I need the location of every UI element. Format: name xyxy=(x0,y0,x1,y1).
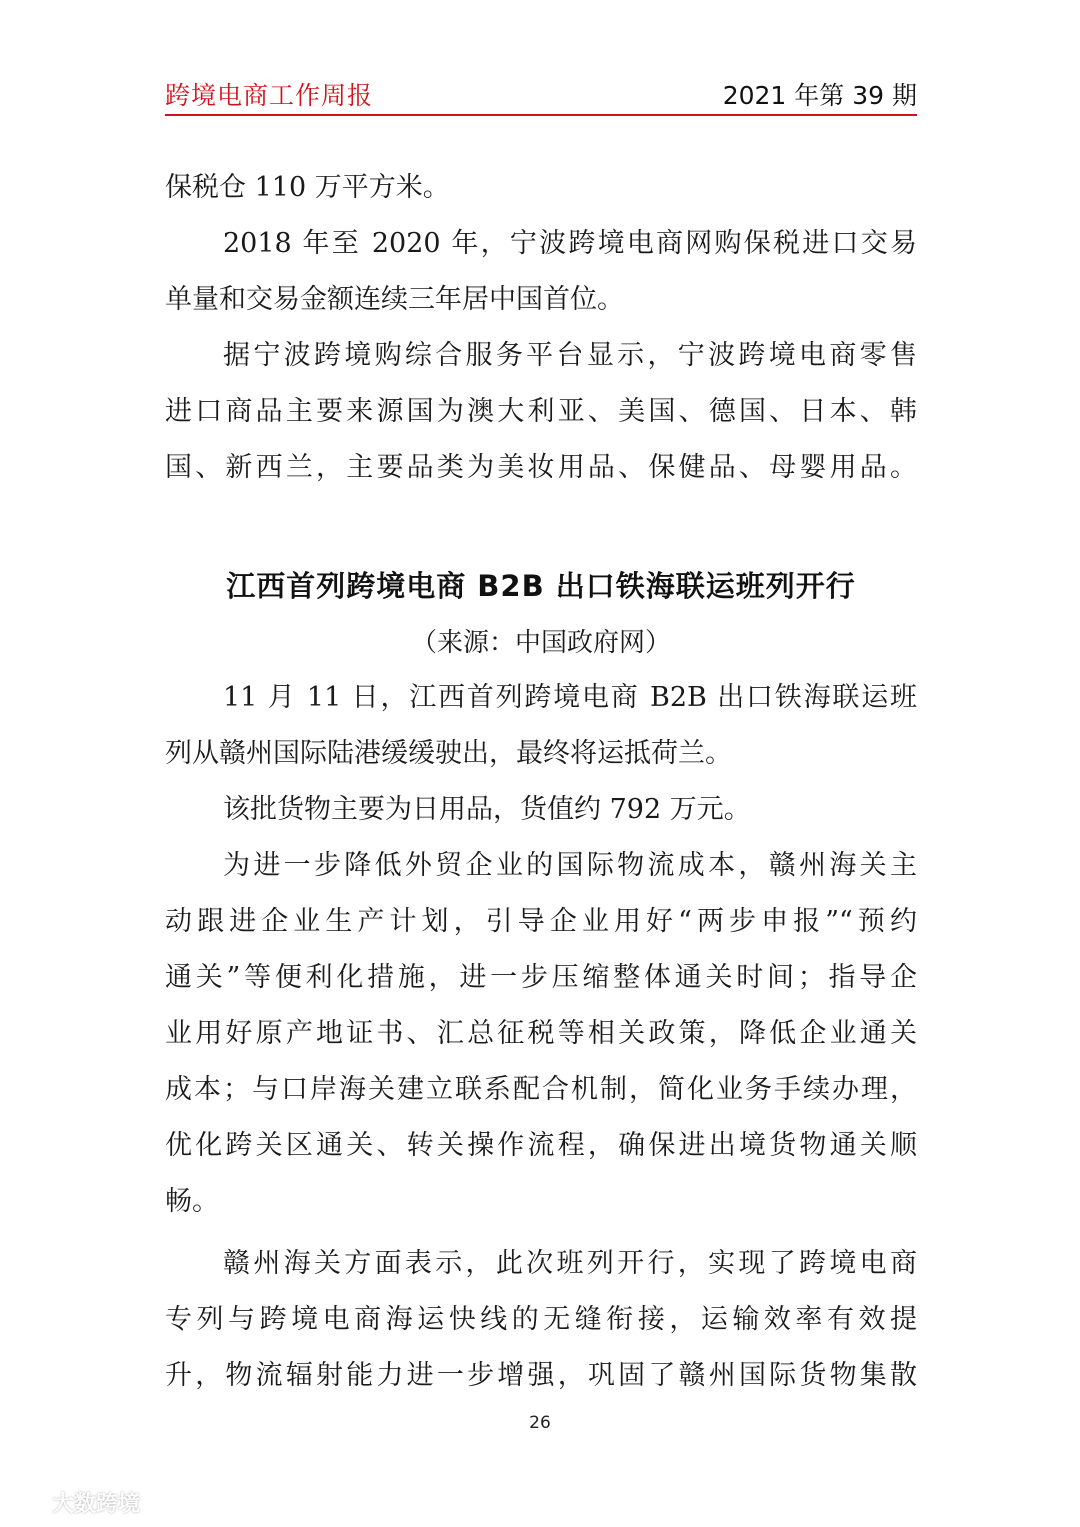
publication-title: 跨境电商工作周报 xyxy=(165,81,374,110)
paragraph xyxy=(165,670,917,782)
text-line: 11 月 11 日，江西首列跨境电商 B2B 出口铁海联运班 xyxy=(223,682,917,713)
weibo-logo-icon xyxy=(8,1487,46,1517)
paragraph xyxy=(165,216,917,328)
text-line: 列从赣州国际陆港缓缓驶出，最终将运抵荷兰。 xyxy=(165,738,732,769)
text-line: 赣州海关方面表示，此次班列开行，实现了跨境电商 xyxy=(223,1248,917,1279)
paragraph xyxy=(165,160,917,216)
paragraph xyxy=(165,1236,917,1404)
text-line: 国、新西兰，主要品类为美妆用品、保健品、母婴用品。 xyxy=(165,452,917,483)
text-line: 2018 年至 2020 年，宁波跨境电商网购保税进口交易 xyxy=(223,228,917,259)
article-title: 江西首列跨境电商 B2B 出口铁海联运班列开行 xyxy=(226,569,856,603)
text-line: 专列与跨境电商海运快线的无缝衔接，运输效率有效提 xyxy=(165,1304,917,1335)
text-line: 据宁波跨境购综合服务平台显示，宁波跨境电商零售 xyxy=(223,340,917,371)
text-line: 业用好原产地证书、汇总征税等相关政策，降低企业通关 xyxy=(165,1018,917,1049)
text-line: 为进一步降低外贸企业的国际物流成本，赣州海关主 xyxy=(223,850,917,881)
text-line: 保税仓 110 万平方米。 xyxy=(165,172,450,203)
text-line: 该批货物主要为日用品，货值约 792 万元。 xyxy=(223,794,751,825)
header-divider xyxy=(165,114,917,116)
text-line: 优化跨关区通关、转关操作流程，确保进出境货物通关顺 xyxy=(165,1130,917,1161)
issue-number: 2021 年第 39 期 xyxy=(722,81,917,110)
paragraph xyxy=(165,838,917,1230)
text-line: 成本；与口岸海关建立联系配合机制，简化业务手续办理， xyxy=(165,1074,917,1105)
text-line: 升，物流辐射能力进一步增强，巩固了赣州国际货物集散 xyxy=(165,1360,917,1391)
text-line: 进口商品主要来源国为澳大利亚、美国、德国、日本、韩 xyxy=(165,396,917,427)
text-line: 通关”等便利化措施，进一步压缩整体通关时间；指导企 xyxy=(165,962,917,993)
text-line: 单量和交易金额连续三年居中国首位。 xyxy=(165,284,624,315)
watermark-text: 大数跨境 xyxy=(52,1491,141,1517)
article-source: （来源：中国政府网） xyxy=(410,628,671,658)
text-line: 畅。 xyxy=(165,1186,219,1217)
page-header xyxy=(165,72,917,114)
text-line: 动跟进企业生产计划，引导企业用好“两步申报”“预约 xyxy=(165,906,917,937)
page-body xyxy=(165,160,917,1404)
paragraph xyxy=(165,328,917,496)
page-number: 26 xyxy=(529,1413,551,1433)
watermark xyxy=(8,1484,140,1520)
paragraph xyxy=(165,782,917,838)
